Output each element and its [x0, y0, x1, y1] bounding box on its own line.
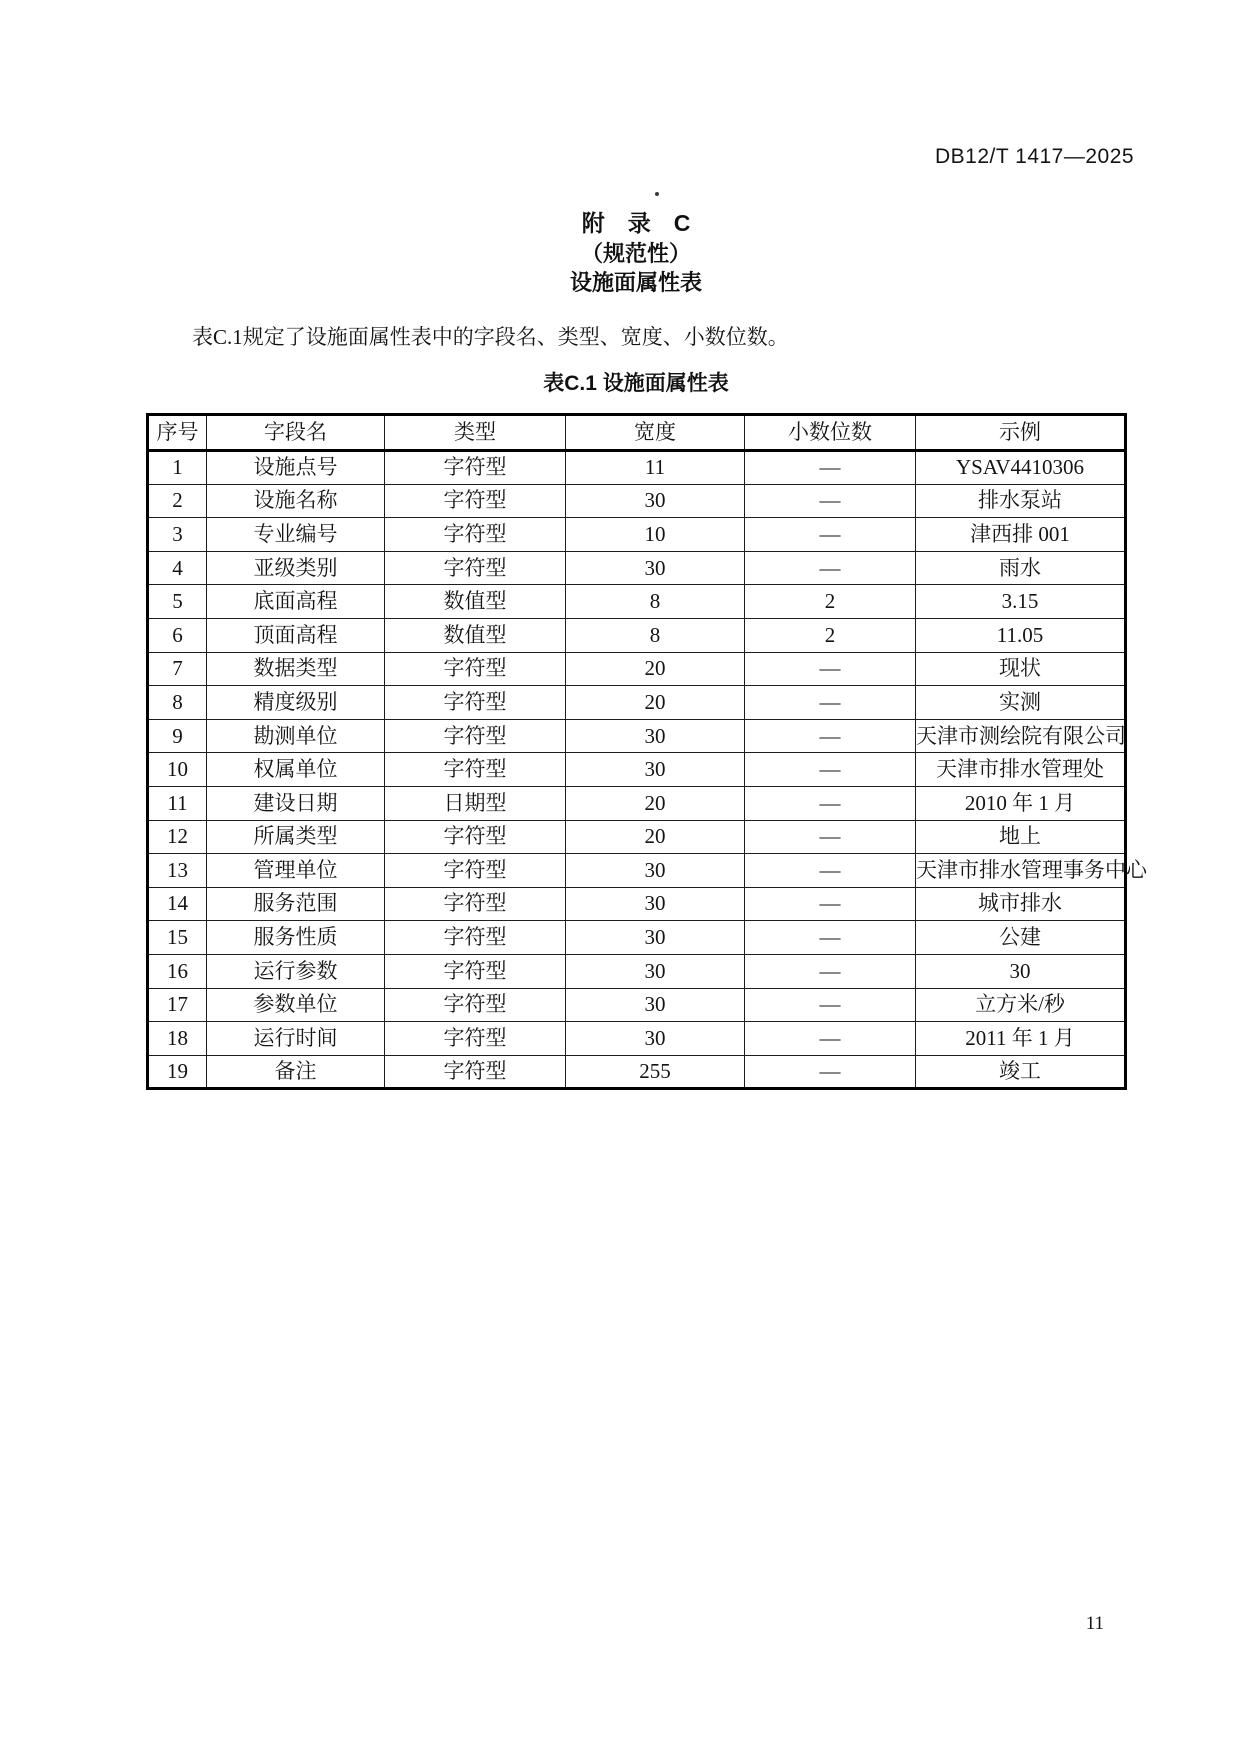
- table-row: [148, 719, 1126, 753]
- table-cell: 1: [148, 451, 207, 485]
- table-cell: 亚级类别: [207, 551, 385, 585]
- table-row: [148, 988, 1126, 1022]
- table-cell: 30: [566, 1022, 745, 1056]
- table-row: [148, 786, 1126, 820]
- table-cell: 天津市排水管理处: [916, 753, 1126, 787]
- table-cell: 字符型: [385, 820, 566, 854]
- table-cell: 权属单位: [207, 753, 385, 787]
- table-cell: —: [745, 484, 916, 518]
- table-cell: 天津市测绘院有限公司: [916, 719, 1126, 753]
- table-cell: —: [745, 954, 916, 988]
- table-row: [148, 1022, 1126, 1056]
- table-cell: 管理单位: [207, 854, 385, 888]
- table-cell: 30: [566, 551, 745, 585]
- table-header-row: [148, 415, 1126, 451]
- table-cell: —: [745, 686, 916, 720]
- table-cell: 设施点号: [207, 451, 385, 485]
- header-cell-field: 字段名: [207, 415, 385, 451]
- table-cell: 建设日期: [207, 786, 385, 820]
- table-cell: —: [745, 988, 916, 1022]
- table-cell: 15: [148, 921, 207, 955]
- table-cell: 专业编号: [207, 518, 385, 552]
- table-cell: 运行参数: [207, 954, 385, 988]
- table-cell: 字符型: [385, 887, 566, 921]
- table-cell: 字符型: [385, 719, 566, 753]
- table-cell: 20: [566, 820, 745, 854]
- table-cell: 2: [148, 484, 207, 518]
- table-cell: 17: [148, 988, 207, 1022]
- table-cell: 3: [148, 518, 207, 552]
- table-cell: —: [745, 786, 916, 820]
- table-cell: 8: [148, 686, 207, 720]
- table-cell: —: [745, 451, 916, 485]
- table-row: [148, 753, 1126, 787]
- table-cell: 数据类型: [207, 652, 385, 686]
- table-cell: —: [745, 1022, 916, 1056]
- table-cell: 日期型: [385, 786, 566, 820]
- table-cell: 备注: [207, 1055, 385, 1089]
- table-cell: 设施名称: [207, 484, 385, 518]
- table-row: [148, 887, 1126, 921]
- table-cell: 数值型: [385, 585, 566, 619]
- intro-paragraph: 表C.1规定了设施面属性表中的字段名、类型、宽度、小数位数。: [192, 325, 789, 349]
- table-cell: 30: [566, 484, 745, 518]
- table-cell: 255: [566, 1055, 745, 1089]
- table-cell: 底面高程: [207, 585, 385, 619]
- table-row: [148, 551, 1126, 585]
- table-cell: 30: [566, 719, 745, 753]
- table-row: [148, 451, 1126, 485]
- header-cell-seq: 序号: [148, 415, 207, 451]
- table-cell: 津西排 001: [916, 518, 1126, 552]
- table-cell: 现状: [916, 652, 1126, 686]
- table-cell: —: [745, 719, 916, 753]
- table-cell: 字符型: [385, 753, 566, 787]
- table-cell: 参数单位: [207, 988, 385, 1022]
- table-cell: 所属类型: [207, 820, 385, 854]
- table-cell: 30: [566, 954, 745, 988]
- table-cell: —: [745, 652, 916, 686]
- table-cell: 10: [148, 753, 207, 787]
- table-cell: 字符型: [385, 652, 566, 686]
- table-cell: —: [745, 551, 916, 585]
- table-cell: 5: [148, 585, 207, 619]
- table-cell: —: [745, 1055, 916, 1089]
- header-cell-decimals: 小数位数: [745, 415, 916, 451]
- table-cell: 11: [566, 451, 745, 485]
- table-cell: 9: [148, 719, 207, 753]
- header-cell-type: 类型: [385, 415, 566, 451]
- table-cell: 11: [148, 786, 207, 820]
- appendix-title: 附 录 C: [581, 210, 691, 236]
- appendix-subtitle: （规范性）: [580, 241, 691, 266]
- table-cell: —: [745, 753, 916, 787]
- table-cell: 运行时间: [207, 1022, 385, 1056]
- table-cell: 8: [566, 585, 745, 619]
- table-row: [148, 954, 1126, 988]
- table-cell: 勘测单位: [207, 719, 385, 753]
- table-header: [148, 415, 1126, 451]
- table-row: [148, 652, 1126, 686]
- table-row: [148, 921, 1126, 955]
- table-cell: 16: [148, 954, 207, 988]
- table-cell: 20: [566, 786, 745, 820]
- table-cell: —: [745, 518, 916, 552]
- table-cell: 2010 年 1 月: [916, 786, 1126, 820]
- table-cell: 20: [566, 652, 745, 686]
- table-cell: 字符型: [385, 1022, 566, 1056]
- table-cell: 30: [566, 988, 745, 1022]
- table-cell: 字符型: [385, 854, 566, 888]
- table-cell: —: [745, 854, 916, 888]
- table-cell: 雨水: [916, 551, 1126, 585]
- table-cell: 13: [148, 854, 207, 888]
- table-cell: —: [745, 887, 916, 921]
- table-row: [148, 1055, 1126, 1089]
- table-cell: 30: [566, 753, 745, 787]
- table-cell: 30: [566, 921, 745, 955]
- table-cell: 11.05: [916, 618, 1126, 652]
- table-cell: 字符型: [385, 484, 566, 518]
- table-cell: 顶面高程: [207, 618, 385, 652]
- table-row: [148, 820, 1126, 854]
- table-cell: 6: [148, 618, 207, 652]
- table-cell: 字符型: [385, 988, 566, 1022]
- table-cell: 7: [148, 652, 207, 686]
- header-cell-example: 示例: [916, 415, 1126, 451]
- table-row: [148, 686, 1126, 720]
- table-cell: —: [745, 820, 916, 854]
- table-cell: 字符型: [385, 921, 566, 955]
- table-body: [148, 451, 1147, 1089]
- page-number: 11: [1085, 1613, 1104, 1634]
- table-cell: 字符型: [385, 551, 566, 585]
- table-cell: 14: [148, 887, 207, 921]
- table-row: [148, 618, 1126, 652]
- table-cell: 立方米/秒: [916, 988, 1126, 1022]
- table-cell: 字符型: [385, 686, 566, 720]
- table-row: [148, 585, 1126, 619]
- stray-dot-mark: [655, 192, 659, 196]
- table-cell: 字符型: [385, 954, 566, 988]
- facility-area-attribute-table: [146, 413, 1147, 1090]
- table-cell: 实测: [916, 686, 1126, 720]
- table-cell: 精度级别: [207, 686, 385, 720]
- table-cell: 2: [745, 585, 916, 619]
- table-cell: 20: [566, 686, 745, 720]
- table-cell: 数值型: [385, 618, 566, 652]
- table-cell: YSAV4410306: [916, 451, 1126, 485]
- table-cell: 服务范围: [207, 887, 385, 921]
- table-cell: —: [745, 921, 916, 955]
- table-cell: 10: [566, 518, 745, 552]
- table-caption: 表C.1 设施面属性表: [543, 372, 729, 395]
- table-cell: 30: [916, 954, 1126, 988]
- table-row: [148, 484, 1126, 518]
- doc-number: DB12/T 1417—2025: [935, 145, 1135, 168]
- table-cell: 4: [148, 551, 207, 585]
- table-cell: 字符型: [385, 1055, 566, 1089]
- table-cell: 字符型: [385, 451, 566, 485]
- table-row: [148, 854, 1126, 888]
- appendix-section-title: 设施面属性表: [569, 270, 702, 295]
- table-cell: 18: [148, 1022, 207, 1056]
- header-cell-width: 宽度: [566, 415, 745, 451]
- table-cell: 2011 年 1 月: [916, 1022, 1126, 1056]
- table-cell: 30: [566, 887, 745, 921]
- table-cell: 30: [566, 854, 745, 888]
- table-cell: 天津市排水管理事务中心: [916, 854, 1126, 888]
- table-cell: 19: [148, 1055, 207, 1089]
- table-cell: 排水泵站: [916, 484, 1126, 518]
- table-row: [148, 518, 1126, 552]
- table-cell: 8: [566, 618, 745, 652]
- table-cell: 12: [148, 820, 207, 854]
- table-cell: 竣工: [916, 1055, 1126, 1089]
- table-cell: 城市排水: [916, 887, 1126, 921]
- table-cell: 地上: [916, 820, 1126, 854]
- table-cell: 字符型: [385, 518, 566, 552]
- table-cell: 3.15: [916, 585, 1126, 619]
- table-cell: 服务性质: [207, 921, 385, 955]
- table-cell: 公建: [916, 921, 1126, 955]
- table-cell: 2: [745, 618, 916, 652]
